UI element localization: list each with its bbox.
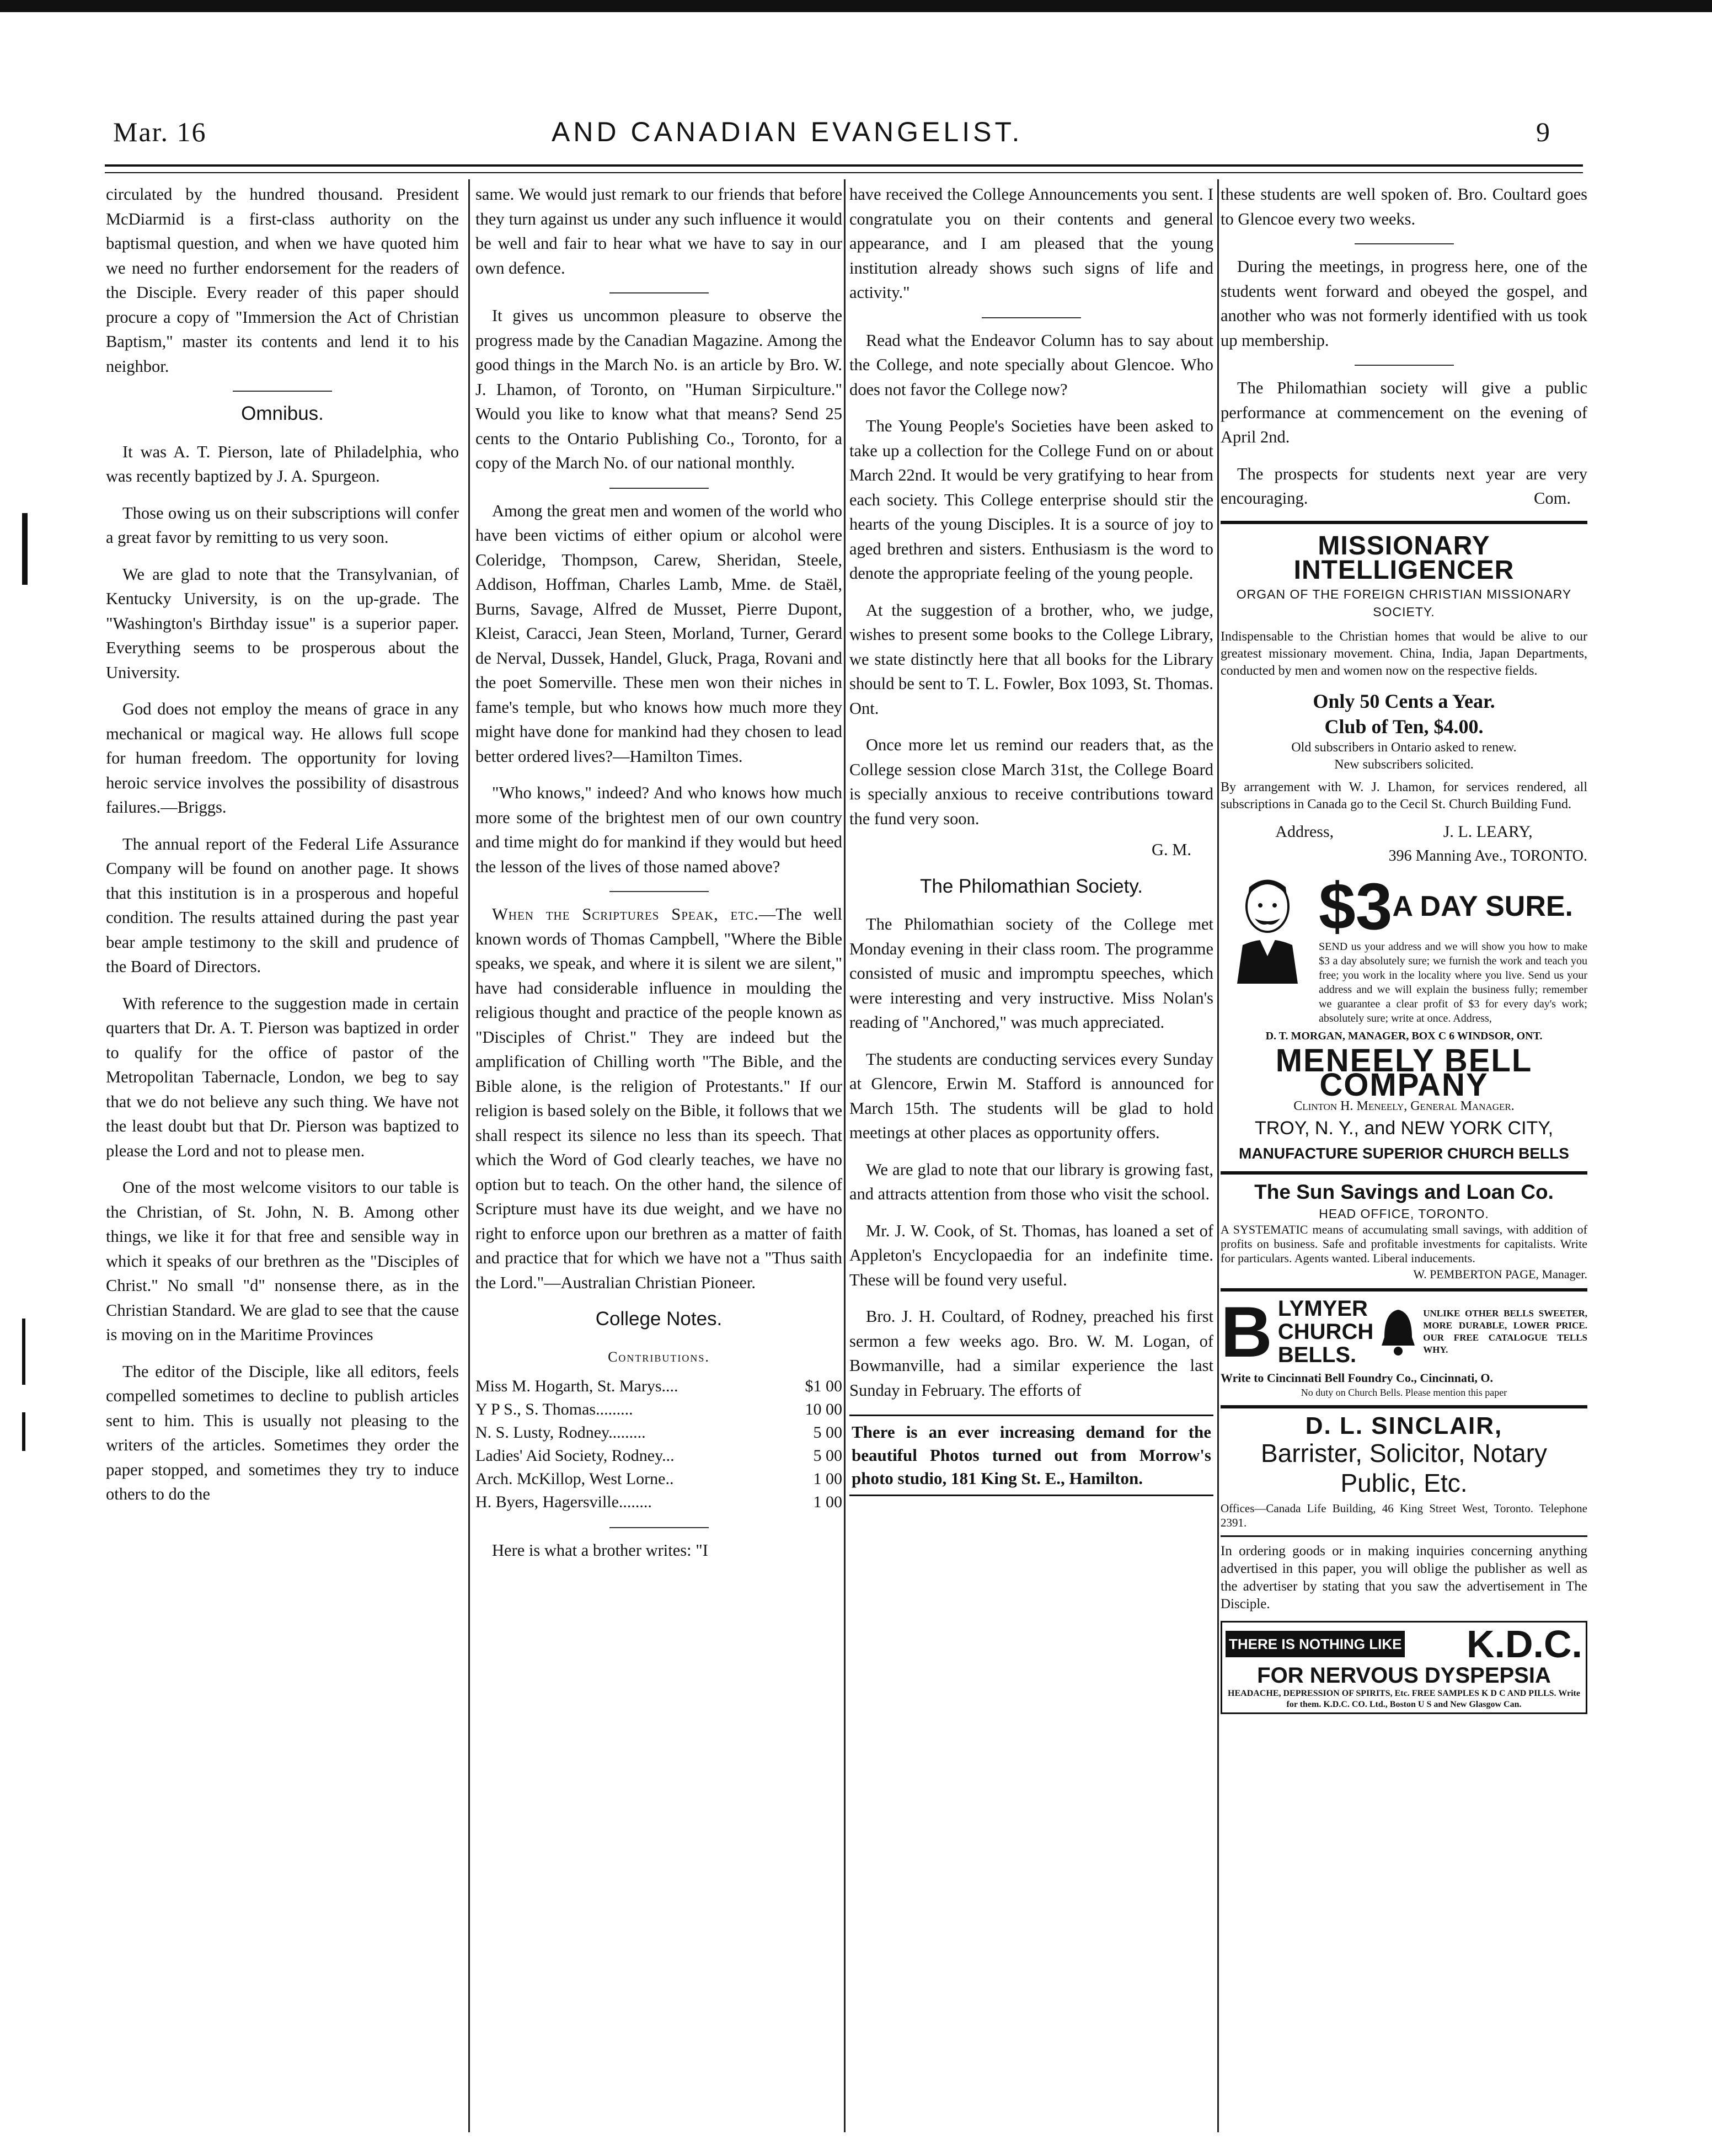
page-number: 9 <box>1536 116 1551 147</box>
separator <box>1355 243 1454 244</box>
separator <box>1355 365 1454 366</box>
margin-mark <box>22 1319 25 1385</box>
article-paragraph: Bro. J. H. Coultard, of Rodney, preached his first sermon a few weeks ago. Bro. W. M. Logan, of Bowmanville, had a similar experience the last Sunday in February. The efforts of <box>849 1307 1213 1400</box>
table-row <box>475 1467 842 1491</box>
top-border <box>0 0 1712 12</box>
column-divider <box>844 179 846 2132</box>
article-paragraph: Read what the Endeavor Column has to say about the College, and note specially about Glencoe. Who does not favor the College now? <box>849 330 1213 399</box>
man-portrait-icon <box>1221 873 1314 984</box>
amount: 5 00 <box>813 1447 842 1465</box>
table-row <box>475 1398 842 1421</box>
sun-title: The Sun Savings and Loan Co. <box>1254 1181 1554 1203</box>
article-paragraph: these students are well spoken of. Bro. Coultard goes to Glencoe every two weeks. <box>1221 185 1587 228</box>
blymyer-tag: UNLIKE OTHER BELLS SWEETER, MORE DURABLE, LOWER PRICE. OUR FREE CATALOGUE TELLS WHY. <box>1423 1308 1587 1355</box>
header-rule <box>105 164 1583 173</box>
day-ad-body: SEND us your address and we will show you how to make $3 a day absolutely sure; we furnish the work and teach you free; you work in the locality where you live. Send us your address and we will explain the business fully; remember we guarantee a clear profit of $3 for every day's work; absolutely sure; write at once. Address, <box>1319 940 1587 1024</box>
address-street: 396 Manning Ave., TORONTO. <box>1388 847 1587 864</box>
missionary-intelligencer-ad <box>1221 531 1587 869</box>
blymyer-foundry: Write to Cincinnati Bell Foundry Co., Cincinnati, O. <box>1221 1370 1494 1385</box>
article-paragraph: "Who knows," indeed? And who knows how much more some of the brightest men of our own country and time might do for mankind if they would but heed the lesson of the lives of those named above? <box>475 783 842 876</box>
article-paragraph: One of the most welcome visitors to our table is the Christian, of St. John, N. B. Among other things, we like it for that free and sensible way in which it speaks of our brethren as the "Disciples of Christ." No small "d" nonsense there, as in the Christian Standard. We are glad to see that the cause is moving on in the Maritime Provinces <box>106 1178 459 1344</box>
ad-body: New subscribers solicited. <box>1334 757 1474 772</box>
ad-body: By arrangement with W. J. Lhamon, for services rendered, all subscriptions in Canada go to the Cecil St. Church Building Fund. <box>1221 780 1587 812</box>
article-paragraph: same. We would just remark to our friends that before they turn against us under any such influence it would be well and fair to hear what we have to say in our own defence. <box>475 185 842 277</box>
blymyer-line: LYMYER <box>1277 1296 1368 1321</box>
ad-address <box>1221 820 1587 845</box>
contributor: Miss M. Hogarth, St. Marys.... <box>475 1377 678 1395</box>
paragraph-lead: When the Scriptures Speak, etc. <box>492 905 759 924</box>
contributor: Y P S., S. Thomas......... <box>475 1400 633 1418</box>
section-title-omnibus: Omnibus. <box>241 403 324 424</box>
ad-divider <box>1221 1405 1587 1408</box>
article-paragraph: Here is what a brother writes: "I <box>492 1541 708 1560</box>
blymyer-note: No duty on Church Bells. Please mention this paper <box>1301 1386 1507 1398</box>
article-paragraph: The students are conducting services every Sunday at Glencore, Erwin M. Stafford is announced for March 15th. The students will be glad to hold meetings at other places as opportunity offers. <box>849 1049 1213 1142</box>
ad-subtitle: ORGAN OF THE FOREIGN CHRISTIAN MISSIONARY SOCIETY. <box>1236 586 1572 619</box>
article-text: The prospects for students next year are very encouraging. <box>1221 464 1587 508</box>
ad-body: Indispensable to the Christian homes that would be alive to our greatest missionary movement. China, India, Japan Departments, conducted by men and women now on the respective fields. <box>1221 629 1587 678</box>
meneely-cities: TROY, N. Y., and NEW YORK CITY, <box>1254 1117 1554 1139</box>
ad-divider <box>1221 521 1587 524</box>
signature: Com. <box>1534 489 1571 508</box>
ad-price: Only 50 Cents a Year. <box>1313 690 1495 712</box>
separator <box>609 488 709 489</box>
article-paragraph: The Young People's Societies have been asked to take up a collection for the College Fund on or about March 22nd. It would be very gratifying to hear from each society. This College enterprise should stir the hearts of the young Disciples. It is a source of joy to aged brethren and sisters. Enthusiasm is the word to denote the appropriate feeling of the young people. <box>849 417 1213 583</box>
sun-office: HEAD OFFICE, TORONTO. <box>1319 1206 1489 1221</box>
article-paragraph <box>1221 462 1587 511</box>
ad-title: MISSIONARY INTELLIGENCER <box>1293 531 1515 585</box>
kdc-for: FOR NERVOUS DYSPEPSIA <box>1257 1663 1551 1688</box>
article-paragraph: Those owing us on their subscriptions will confer a great favor by remitting to us very soon. <box>106 503 459 547</box>
kdc-brand: K.D.C. <box>1467 1623 1582 1666</box>
blymyer-ad <box>1221 1291 1587 1372</box>
contributions-heading: Contributions. <box>608 1348 710 1365</box>
article-paragraph: The editor of the Disciple, like all editors, feels compelled sometimes to decline to publish articles sent to him. This is usually not pleasing to the writers of the articles. Sometimes they order the paper stopped, and sometimes they try to induce others to do the <box>106 1362 459 1503</box>
day-ad-text <box>1319 869 1587 1026</box>
table-row <box>475 1375 842 1398</box>
running-title: AND CANADIAN EVANGELIST. <box>552 116 1023 147</box>
photo-studio-notice: There is an ever increasing demand for the beautiful Photos turned out from Morrow's photo studio, 181 King St. E., Hamilton. <box>849 1415 1213 1496</box>
column-divider <box>468 179 470 2132</box>
address-name: J. L. LEARY, <box>1443 822 1533 841</box>
kdc-ad <box>1221 1621 1587 1714</box>
article-paragraph: Once more let us remind our readers that, as the College session close March 31st, the College Board is specially anxious to receive contributions toward the fund very soon. <box>849 735 1213 828</box>
sun-manager: W. PEMBERTON PAGE, Manager. <box>1413 1267 1587 1281</box>
bell-icon <box>1379 1307 1417 1357</box>
table-row <box>475 1491 842 1514</box>
article-paragraph: Among the great men and women of the world who have been victims of either opium or alcohol were Coleridge, Thompson, Carew, Sheridan, Steele, Addison, Hoffman, Charles Lamb, Mme. de Staël, Burns, Savage, Alfred de Musset, Pierre Dupont, Kleist, Caracci, Jean Steen, Morland, Turner, Gerard de Nerval, Dussek, Handel, Gluck, Praga, Rovani and the poet Somerville. These men won their niches in fame's temple, but who knows how much more they might have done for mankind had they chosen to lead better ordered lives?—Hamilton Times. <box>475 501 842 766</box>
column-4 <box>1221 182 1587 2135</box>
sinclair-offices: Offices—Canada Life Building, 46 King Street West, Toronto. Telephone 2391. <box>1221 1502 1587 1529</box>
article-paragraph: have received the College Announcements you sent. I congratulate you on their contents and general appearance, and I am pleased that the young institution already shows such signs of life and activity." <box>849 185 1213 302</box>
separator <box>609 891 709 892</box>
section-title-college-notes: College Notes. <box>595 1308 723 1330</box>
amount: $1 00 <box>805 1377 842 1395</box>
article-paragraph: circulated by the hundred thousand. President McDiarmid is a first-class authority on the baptismal question, and when we have quoted him we need no further endorsement for the readers of the Disciple. Every reader of this paper should procure a copy of "Immersion the Act of Christian Baptism," master its contents and lend it to his neighbor. <box>106 185 459 376</box>
article-paragraph: During the meetings, in progress here, one of the students went forward and obeyed the gospel, and another who was not formerly identified with us took up membership. <box>1221 257 1587 350</box>
article-paragraph: We are glad to note that our library is growing fast, and attracts attention from those who visit the school. <box>849 1160 1213 1203</box>
ad-price: Club of Ten, $4.00. <box>1324 715 1484 738</box>
column-divider <box>1217 179 1219 2132</box>
table-row <box>475 1421 842 1444</box>
margin-mark <box>22 513 28 585</box>
signature: G. M. <box>1151 840 1191 859</box>
contributor: Ladies' Aid Society, Rodney... <box>475 1447 675 1465</box>
amount: 1 00 <box>813 1470 842 1488</box>
article-paragraph: The Philomathian society will give a public performance at commencement on the evening of April 2nd. <box>1221 378 1587 446</box>
contributions-table <box>475 1375 842 1514</box>
article-paragraph: The Philomathian society of the College met Monday evening in their class room. The programme consisted of music and impromptu speeches, which were interesting and very instructive. Miss Nolan's reading of "Anchored," was much appreciated. <box>849 915 1213 1032</box>
contributor: Arch. McKillop, West Lorne.. <box>475 1470 674 1488</box>
blymyer-line: BELLS. <box>1277 1342 1357 1367</box>
column-3 <box>849 182 1213 2135</box>
ad-divider <box>1221 1535 1587 1537</box>
three-dollar-ad <box>1221 869 1587 1026</box>
table-row <box>475 1444 842 1467</box>
contributor: H. Byers, Hagersville........ <box>475 1493 652 1511</box>
blymyer-lines <box>1278 1297 1373 1367</box>
meneely-tagline: MANUFACTURE SUPERIOR CHURCH BELLS <box>1239 1144 1569 1162</box>
amount: 5 00 <box>813 1423 842 1442</box>
blymyer-line: CHURCH <box>1277 1319 1374 1344</box>
article-paragraph: The annual report of the Federal Life Assurance Company will be found on another page. It shows that this institution is in a prosperous and hopeful condition. The results attained during the past year bear ample testimony to the skill and prudence of the Board of Directors. <box>106 834 459 976</box>
ad-divider <box>1221 1288 1587 1292</box>
article-paragraph: God does not employ the means of grace in any mechanical or magical way. He allows full scope for human freedom. The opportunity for loving heroic service involves the possibility of disastrous failures.—Briggs. <box>106 700 459 816</box>
article-paragraph: It gives us uncommon pleasure to observe the progress made by the Canadian Magazine. Among the good things in the March No. is an article by Bro. W. J. Lhamon, of Toronto, on "Human Sirpiculture." Would you like to know what that means? Send 25 cents to the Ontario Publishing Co., Toronto, for a copy of the March No. of our national monthly. <box>475 306 842 472</box>
article-paragraph: Mr. J. W. Cook, of St. Thomas, has loaned a set of Appleton's Encyclopaedia for an indefinite time. These will be found very useful. <box>849 1221 1213 1289</box>
amount: 10 00 <box>805 1400 842 1418</box>
contributor: N. S. Lusty, Rodney......... <box>475 1423 646 1442</box>
article-paragraph: It was A. T. Pierson, late of Philadelphia, who was recently baptized by J. A. Spurgeon. <box>106 442 459 485</box>
separator <box>982 317 1081 318</box>
article-paragraph: At the suggestion of a brother, who, we judge, wishes to present some books to the College Library, we state distinctly here that all books for the Library should be sent to T. L. Fowler, Box 1093, St. Thomas. Ont. <box>849 600 1213 718</box>
separator <box>233 391 332 392</box>
ad-body: Old subscribers in Ontario asked to renew. <box>1291 740 1517 755</box>
sun-body: A SYSTEMATIC means of accumulating small savings, with addition of profits on business. Safe and profitable investments for capitalists. Write for particulars. Agents wanted. Liberal inducements. <box>1221 1222 1587 1265</box>
kdc-nothing-like: THERE IS NOTHING LIKE <box>1226 1631 1405 1658</box>
meneely-title: MENEELY BELL COMPANY <box>1275 1042 1533 1103</box>
separator <box>609 1527 709 1528</box>
section-title-philomathian: The Philomathian Society. <box>919 875 1143 897</box>
sinclair-name: D. L. SINCLAIR, <box>1305 1412 1503 1439</box>
kdc-small-print: HEADACHE, DEPRESSION OF SPIRITS, Etc. FREE SAMPLES K D C AND PILLS. Write for them. K.D.C. CO. Ltd., Boston U S and New Glasgow Can. <box>1228 1688 1580 1709</box>
separator <box>609 292 709 293</box>
day-ad-header <box>1319 869 1587 943</box>
sinclair-title: Barrister, Solicitor, Notary Public, Etc. <box>1261 1439 1547 1497</box>
day-ad-footer: D. T. MORGAN, MANAGER, BOX C 6 WINDSOR, ONT. <box>1265 1029 1543 1042</box>
day-ad-headline: A DAY SURE. <box>1392 890 1573 922</box>
column-2 <box>475 182 842 2135</box>
article-paragraph: With reference to the suggestion made in certain quarters that Dr. A. T. Pierson was baptized in order to qualify for the office of pastor of the Metropolitan Tabernacle, London, we beg to say that we do not believe any such thing. We have not the least doubt but that Dr. Pierson was baptized to please the Lord and not to please men. <box>106 994 459 1160</box>
issue-date: Mar. 16 <box>113 116 207 147</box>
meneely-manager: Clinton H. Meneely, General Manager. <box>1293 1098 1515 1113</box>
advertiser-notice: In ordering goods or in making inquiries concerning anything advertised in this paper, you will oblige the publisher as well as the advertiser by stating that you saw the advertisement in The Disciple. <box>1221 1544 1587 1611</box>
big-price: $3 <box>1319 869 1393 943</box>
blymyer-initial: B <box>1221 1291 1272 1372</box>
kdc-header <box>1226 1623 1582 1666</box>
address-label: Address, <box>1275 822 1334 841</box>
amount: 1 00 <box>813 1493 842 1511</box>
ad-divider <box>1221 1171 1587 1175</box>
article-paragraph: —The well known words of Thomas Campbell, "Where the Bible speaks, we speak, and where it is silent we are silent," have had considerable influence in moulding the religious thought and practice of the people known as "Disciples of Christ." They are indeed but the amplification of Chilling worth "The Bible, and the Bible alone, is the religion of Protestants." If our religion is based solely on the Bible, it follows that we shall respect its silence no less than its speech. That which the Word of God clearly teaches, we have no option but to teach. On the other hand, the silence of Scripture must have its due weight, and we have no right to enforce upon our brethren as a matter of faith and practice that for which we have not a "Thus saith the Lord."—Australian Christian Pioneer. <box>475 905 842 1292</box>
article-paragraph: We are glad to note that the Transylvanian, of Kentucky University, is on the up-grade. The "Washington's Birthday issue" is a superior paper. Everything seems to be prosperous about the University. <box>106 564 459 682</box>
margin-mark <box>22 1412 25 1451</box>
column-1 <box>106 182 459 2135</box>
